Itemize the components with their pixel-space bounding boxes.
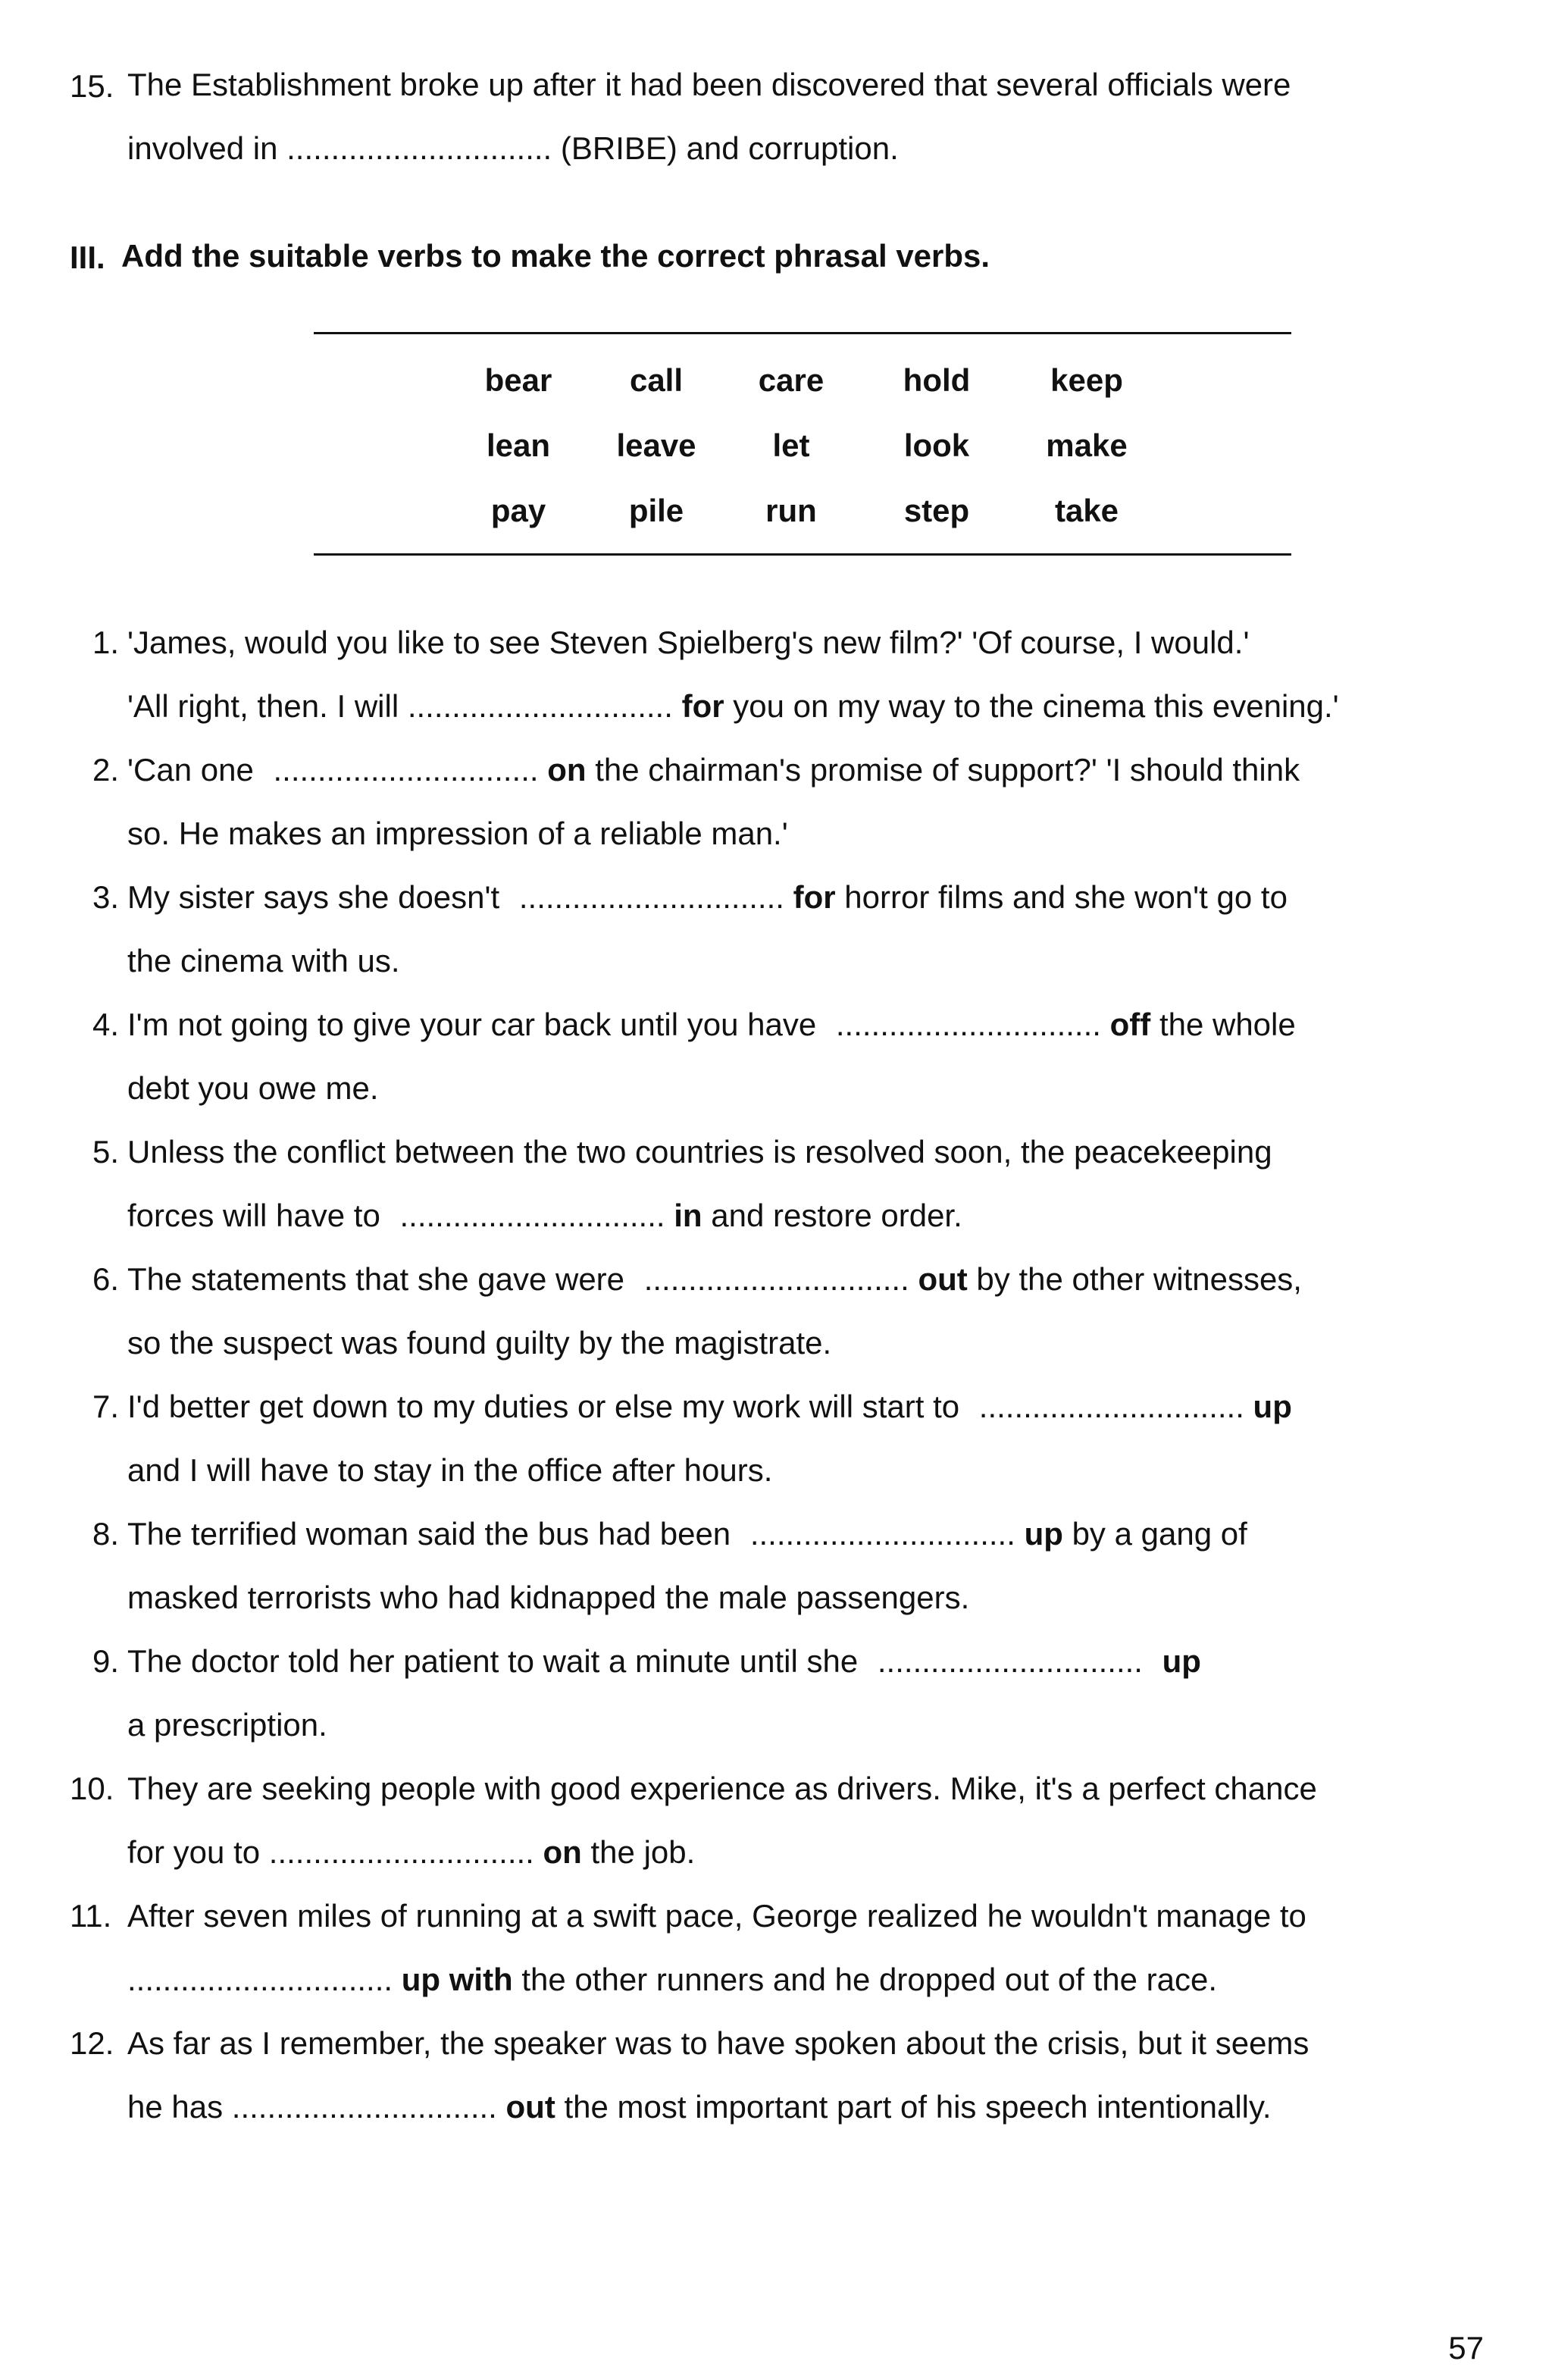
item-3-line2: the cinema with us.	[127, 943, 400, 979]
word-box-word: leave	[616, 427, 696, 463]
item-12-line2	[127, 2075, 1272, 2139]
item-7-line1	[127, 1375, 1292, 1439]
section-roman-numeral: III.	[70, 240, 105, 275]
item-15-text: involved in	[127, 130, 278, 166]
item-number: 7.	[92, 1389, 120, 1424]
word-box-word: make	[1046, 427, 1128, 463]
answer-blank[interactable]: ..............................	[749, 1516, 1015, 1552]
item-text: the chairman's promise of support?' 'I should think	[595, 752, 1300, 788]
item-text: I'm not going to give your car back until you have	[127, 1007, 817, 1042]
particle: up	[1024, 1516, 1063, 1552]
answer-blank[interactable]: ..............................	[273, 752, 539, 788]
item-number: 11.	[70, 1898, 112, 1934]
item-text: and restore order.	[711, 1198, 962, 1233]
item-6-line2: so the suspect was found guilty by the magistrate.	[127, 1325, 832, 1361]
word-box-word: run	[765, 493, 817, 528]
page-number: 57	[1448, 2330, 1484, 2366]
item-12-line1: As far as I remember, the speaker was to have spoken about the crisis, but it seems	[127, 2025, 1310, 2061]
word-box-word: take	[1054, 493, 1119, 528]
item-5-line2	[127, 1184, 962, 1248]
item-9-line2: a prescription.	[127, 1707, 327, 1743]
item-1-line2	[127, 675, 1339, 738]
item-number: 8.	[92, 1516, 120, 1552]
item-15-line1: The Establishment broke up after it had been discovered that several officials were	[127, 67, 1291, 102]
item-3-line1	[127, 866, 1288, 929]
particle: out	[918, 1261, 968, 1297]
answer-blank[interactable]: ..............................	[518, 879, 784, 915]
item-text: The doctor told her patient to wait a minute until she	[127, 1643, 859, 1679]
item-10-line2	[127, 1821, 695, 1884]
item-8-line2: masked terrorists who had kidnapped the male passengers.	[127, 1580, 970, 1615]
item-text: the whole	[1159, 1007, 1296, 1042]
answer-blank[interactable]: ..............................	[231, 2089, 497, 2125]
answer-blank[interactable]: ..............................	[877, 1643, 1143, 1679]
item-number: 6.	[92, 1261, 120, 1297]
particle: on	[543, 1834, 582, 1870]
item-9-line1	[127, 1630, 1201, 1693]
answer-blank[interactable]: ..............................	[268, 1834, 534, 1870]
word-box-top-rule	[314, 332, 1291, 334]
word-box-word: step	[903, 493, 970, 528]
item-1-line1: 'James, would you like to see Steven Spielberg's new film?' 'Of course, I would.'	[127, 625, 1250, 660]
item-4-line1	[127, 993, 1296, 1057]
item-number: 1.	[92, 625, 120, 660]
answer-blank[interactable]: ..............................	[835, 1007, 1101, 1042]
answer-blank[interactable]: ..............................	[978, 1389, 1244, 1424]
word-box-bottom-rule	[314, 553, 1291, 556]
word-box-word: look	[903, 427, 970, 463]
item-text: horror films and she won't go to	[844, 879, 1288, 915]
particle: for	[681, 688, 724, 724]
item-text: the job.	[590, 1834, 696, 1870]
answer-blank[interactable]: ..............................	[399, 1198, 665, 1233]
item-11-line1: After seven miles of running at a swift pace, George realized he wouldn't manage to	[127, 1898, 1306, 1934]
item-text: 'All right, then. I will	[127, 688, 399, 724]
particle: up	[1253, 1389, 1292, 1424]
item-number: 3.	[92, 879, 120, 915]
particle: out	[505, 2089, 555, 2125]
item-text: the most important part of his speech intentionally.	[564, 2089, 1272, 2125]
particle: off	[1109, 1007, 1151, 1042]
item-2-line2: so. He makes an impression of a reliable man.'	[127, 816, 788, 851]
item-text: he has	[127, 2089, 224, 2125]
word-box-word: pile	[628, 493, 684, 528]
item-number: 4.	[92, 1007, 120, 1042]
section-title: Add the suitable verbs to make the correct phrasal verbs.	[121, 238, 990, 274]
particle: up	[1162, 1643, 1201, 1679]
word-box-word: lean	[486, 427, 551, 463]
item-5-line1: Unless the conflict between the two countries is resolved soon, the peacekeeping	[127, 1134, 1272, 1170]
item-11-line2	[127, 1948, 1217, 2012]
answer-blank[interactable]: ..............................	[407, 688, 673, 724]
answer-blank[interactable]: ..............................	[643, 1261, 909, 1297]
item-text: My sister says she doesn't	[127, 879, 500, 915]
item-text: for you to	[127, 1834, 261, 1870]
item-text: The terrified woman said the bus had been	[127, 1516, 731, 1552]
item-text: I'd better get down to my duties or else my work will start to	[127, 1389, 960, 1424]
word-box-word: bear	[484, 362, 552, 398]
item-10-line1: They are seeking people with good experience as drivers. Mike, it's a perfect chance	[127, 1771, 1317, 1806]
item-number: 9.	[92, 1643, 120, 1679]
item-text: by a gang of	[1072, 1516, 1247, 1552]
item-7-line2: and I will have to stay in the office after hours.	[127, 1452, 773, 1488]
item-text: you on my way to the cinema this evening.'	[733, 688, 1339, 724]
particle: up with	[401, 1962, 513, 1997]
item-15-line2	[127, 117, 899, 180]
particle: in	[674, 1198, 702, 1233]
item-number: 2.	[92, 752, 120, 788]
item-15-text: (BRIBE) and corruption.	[560, 130, 899, 166]
item-text: forces will have to	[127, 1198, 380, 1233]
word-box-word: pay	[490, 493, 546, 528]
item-8-line1	[127, 1502, 1247, 1566]
item-text: The statements that she gave were	[127, 1261, 625, 1297]
item-2-line1	[127, 738, 1300, 802]
item-number: 5.	[92, 1134, 120, 1170]
item-number: 12.	[70, 2025, 114, 2061]
particle: for	[793, 879, 836, 915]
word-box-word: let	[772, 427, 810, 463]
answer-blank[interactable]: ..............................	[286, 130, 552, 166]
word-box-word: call	[629, 362, 684, 398]
item-4-line2: debt you owe me.	[127, 1070, 379, 1106]
answer-blank[interactable]: ..............................	[127, 1962, 393, 1997]
word-box-word: keep	[1050, 362, 1123, 398]
particle: on	[547, 752, 587, 788]
word-box-word: care	[758, 362, 824, 398]
item-number: 10.	[70, 1771, 114, 1806]
item-text: 'Can one	[127, 752, 254, 788]
item-15-number: 15.	[70, 68, 114, 104]
item-text: by the other witnesses,	[976, 1261, 1302, 1297]
item-text: the other runners and he dropped out of the race.	[521, 1962, 1218, 1997]
word-box-word: hold	[903, 362, 971, 398]
item-6-line1	[127, 1248, 1302, 1311]
